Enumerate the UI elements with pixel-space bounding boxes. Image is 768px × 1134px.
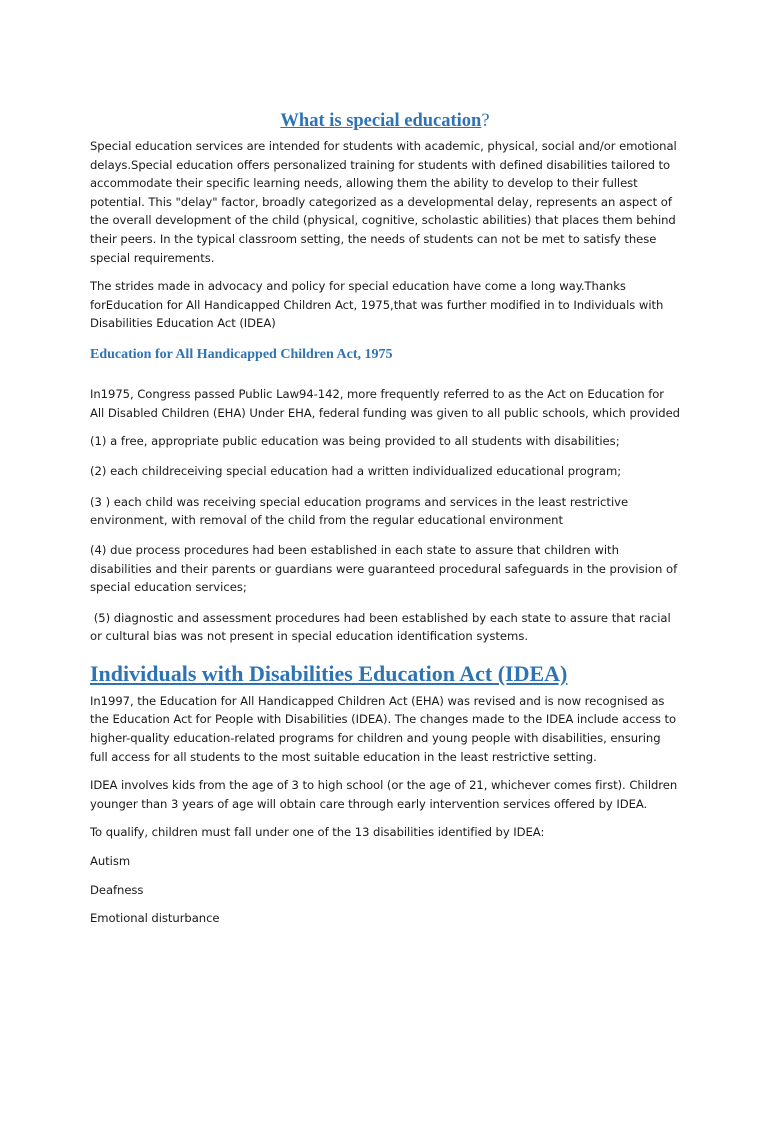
eha-point-1: (1) a free, appropriate public education was being provided to all students with disabilities; [90, 434, 620, 449]
section-heading-eha: Education for All Handicapped Children Act, 1975 [90, 346, 393, 362]
intro-paragraph-2: The strides made in advocacy and policy for special education have come a long way.Thanks forEducation for All Handicapped Children Act, 1975,that was further modified in to Individuals with Disabilities Education Act (IDEA) [90, 279, 664, 331]
idea-paragraph-2: IDEA involves kids from the age of 3 to high school (or the age of 21, whichever comes first). Children younger than 3 years of age will obtain care through early intervention services offered by IDEA. [90, 778, 678, 811]
eha-point-3: (3 ) each child was receiving special education programs and services in the least restrictive environment, with removal of the child from the regular educational environment [90, 494, 629, 528]
document-page [0, 110, 768, 1134]
title-link[interactable]: What is special education [280, 111, 482, 131]
section-heading-idea: Individuals with Disabilities Education Act (IDEA) [90, 660, 568, 686]
eha-point-4: (4) due process procedures had been established in each state to assure that children with disabilities and their parents or guardians were guaranteed procedural safeguards in the provision of special education services; [90, 543, 678, 595]
page-title [90, 110, 680, 132]
idea-paragraph-3: To qualify, children must fall under one of the 13 disabilities identified by IDEA: [90, 825, 545, 840]
disability-list-item: Emotional disturbance [90, 911, 220, 926]
idea-paragraph-1: In1997, the Education for All Handicapped Children Act (EHA) was revised and is now recognised as the Education Act for People with Disabilities (IDEA). The changes made to the IDEA include access to higher-quality education-related programs for children and young people with disabilities, ensuring full access for all students to the most suitable education in the least restrictive setting. [90, 693, 677, 764]
intro-paragraph-1: Special education services are intended for students with academic, physical, social and/or emotional delays.Special education offers personalized training for students with defined disabilities tailored to accommodate their specific learning needs, allowing them the ability to develop to their fullest potential. This "delay" factor, broadly categorized as a developmental delay, represents an aspect of the overall development of the child (physical, cognitive, scholastic abilities) that places them behind their peers. In the typical classroom setting, the needs of students can not be met to satisfy these special requirements. [90, 139, 677, 265]
title-suffix: ? [481, 111, 490, 131]
disability-list-item: Autism [90, 854, 131, 868]
eha-point-2: (2) each childreceiving special education had a written individualized educational program; [90, 464, 622, 479]
eha-lead-paragraph: In1975, Congress passed Public Law94-142, more frequently referred to as the Act on Education for All Disabled Children (EHA) Under EHA, federal funding was given to all public schools, which provided [90, 386, 680, 420]
disability-list-item: Deafness [90, 882, 144, 897]
eha-point-5: (5) diagnostic and assessment procedures had been established by each state to assure that racial or cultural bias was not present in special education identification systems. [90, 610, 675, 644]
